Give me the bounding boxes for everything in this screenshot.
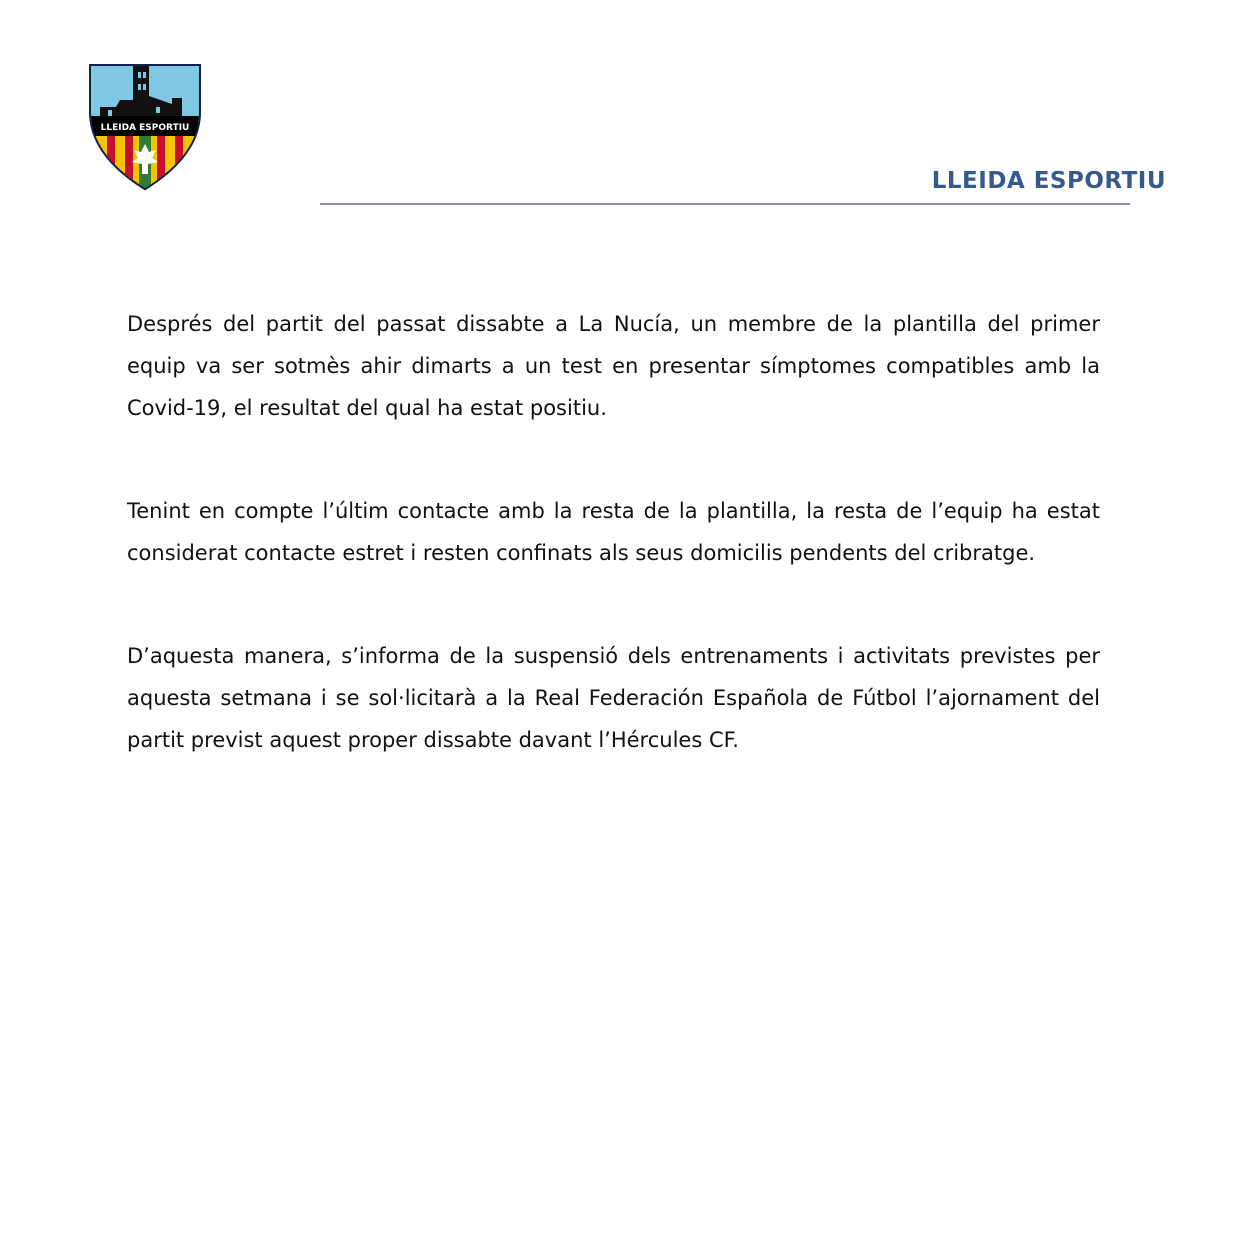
club-crest-logo [86,52,204,192]
paragraph-3: D’aquesta manera, s’informa de la suspensió dels entrenaments i activitats previstes per aquesta setmana i se sol·licitarà a la Real Federación Española de Fútbol l’ajornament del partit previst aquest proper dissabte davant l’Hércules CF. [127,644,1100,752]
statement-body [127,303,1100,822]
club-name-heading: LLEIDA ESPORTIU [931,168,1166,194]
paragraph-1: Després del partit del passat dissabte a La Nucía, un membre de la plantilla del primer equip va ser sotmès ahir dimarts a un test en presentar símptomes compatibles amb la Covid-19, el resultat del qual ha estat positiu. [127,312,1100,420]
header-divider [320,203,1130,205]
paragraph-2: Tenint en compte l’últim contacte amb la resta de la plantilla, la resta de l’equip ha estat considerat contacte estret i resten confinats als seus domicilis pendents del cribratge. [127,499,1100,565]
crest-lettering: LLEIDA ESPORTIU [100,123,190,133]
